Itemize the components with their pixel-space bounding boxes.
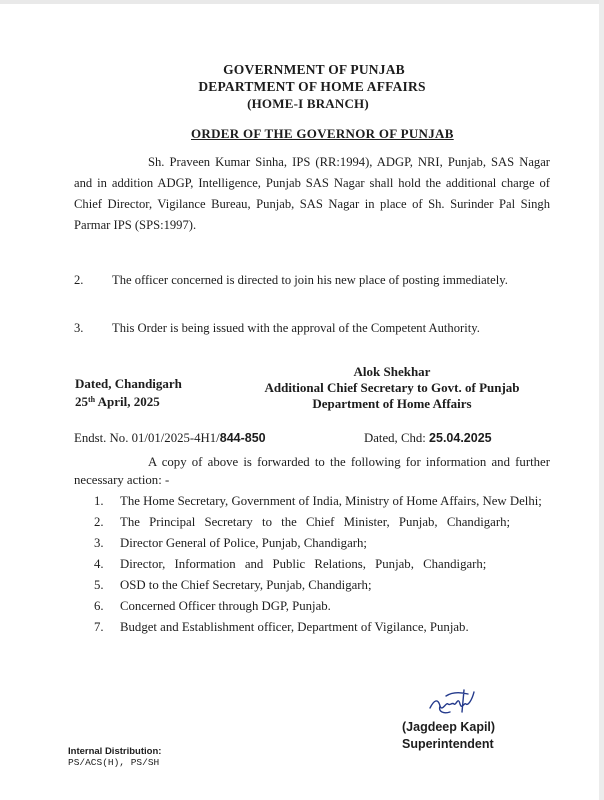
scan-edge-right — [599, 0, 604, 800]
internal-distribution — [68, 746, 161, 768]
endorsement-range: 844-850 — [219, 431, 266, 445]
internal-distribution-value: PS/ACS(H), PS/SH — [68, 757, 160, 768]
endorsement-prefix: Endst. No. 01/01/2025-4H1/ — [74, 431, 220, 445]
paragraph-2-number: 2. — [74, 273, 84, 287]
paragraph-3 — [74, 318, 550, 339]
list-item-number: 2. — [94, 515, 104, 529]
superintendent-block — [402, 719, 495, 753]
endorsement-date — [364, 431, 492, 446]
paragraph-2 — [74, 270, 550, 291]
paragraph-3-number: 3. — [74, 321, 84, 335]
signatory-name: Alok Shekhar — [353, 364, 431, 379]
dated-day-suffix: th — [88, 395, 96, 404]
list-item-text: Budget and Establishment officer, Department of Vigilance, Punjab. — [120, 620, 469, 634]
endorsement-date-label: Dated, Chd: — [364, 431, 430, 445]
handwritten-signature — [424, 682, 488, 722]
dated-month-year: April, 2025 — [95, 394, 160, 409]
paragraph-1: Sh. Praveen Kumar Sinha, IPS (RR:1994), ADGP, NRI, Punjab, SAS Nagar and in addition ADGP, Intelligence, Punjab SAS Nagar shall hold the additional charge of Chief Director, Vigilance Bureau, Punjab, SAS Nagar in place of Sh. Surinder Pal Singh Parmar IPS (SPS:1997). — [74, 155, 550, 232]
list-item-number: 5. — [94, 578, 104, 592]
list-item-text: Director General of Police, Punjab, Chandigarh; — [120, 536, 367, 550]
dated-place: Dated, Chandigarh — [75, 376, 182, 391]
list-item-number: 6. — [94, 599, 104, 613]
signatory-designation: Additional Chief Secretary to Govt. of Punjab — [264, 380, 520, 395]
header-branch: (HOME-I BRANCH) — [247, 96, 369, 111]
list-item-text: The Principal Secretary to the Chief Minister, Punjab, Chandigarh; — [120, 515, 511, 529]
list-item — [88, 535, 548, 552]
dated-date — [75, 392, 182, 410]
forwarding-intro: A copy of above is forwarded to the following for information and further necessary action: - — [74, 455, 550, 487]
list-item-number: 4. — [94, 557, 104, 571]
header-department: DEPARTMENT OF HOME AFFAIRS — [198, 79, 426, 94]
list-item-text: OSD to the Chief Secretary, Punjab, Chandigarh; — [120, 578, 372, 592]
list-item-text: Concerned Officer through DGP, Punjab. — [120, 599, 331, 613]
list-item-text: Director, Information and Public Relations, Punjab, Chandigarh; — [120, 557, 487, 571]
distribution-list — [88, 493, 548, 640]
endorsement-number — [74, 431, 266, 446]
superintendent-name: (Jagdeep Kapil) — [402, 720, 496, 734]
scan-edge-top — [0, 0, 604, 4]
list-item — [88, 598, 548, 615]
list-item-text: The Home Secretary, Government of India, Ministry of Home Affairs, New Delhi; — [120, 494, 542, 508]
dated-block — [75, 376, 182, 410]
header-government: GOVERNMENT OF PUNJAB — [223, 62, 405, 77]
endorsement-date-value: 25.04.2025 — [429, 431, 492, 445]
dated-day: 25 — [75, 394, 88, 409]
list-item — [88, 556, 548, 573]
list-item — [88, 577, 548, 594]
list-item — [88, 514, 548, 531]
list-item-number: 3. — [94, 536, 104, 550]
order-title: ORDER OF THE GOVERNOR OF PUNJAB — [191, 126, 454, 141]
signatory-department: Department of Home Affairs — [312, 396, 472, 411]
paragraph-3-text: This Order is being issued with the approval of the Competent Authority. — [112, 321, 480, 335]
list-item — [88, 619, 548, 636]
superintendent-title: Superintendent — [402, 737, 494, 751]
list-item — [88, 493, 548, 510]
list-item-number: 1. — [94, 494, 104, 508]
internal-distribution-label: Internal Distribution: — [68, 746, 162, 757]
paragraph-2-text: The officer concerned is directed to join his new place of posting immediately. — [112, 273, 508, 287]
signatory-block — [232, 364, 552, 412]
list-item-number: 7. — [94, 620, 104, 634]
